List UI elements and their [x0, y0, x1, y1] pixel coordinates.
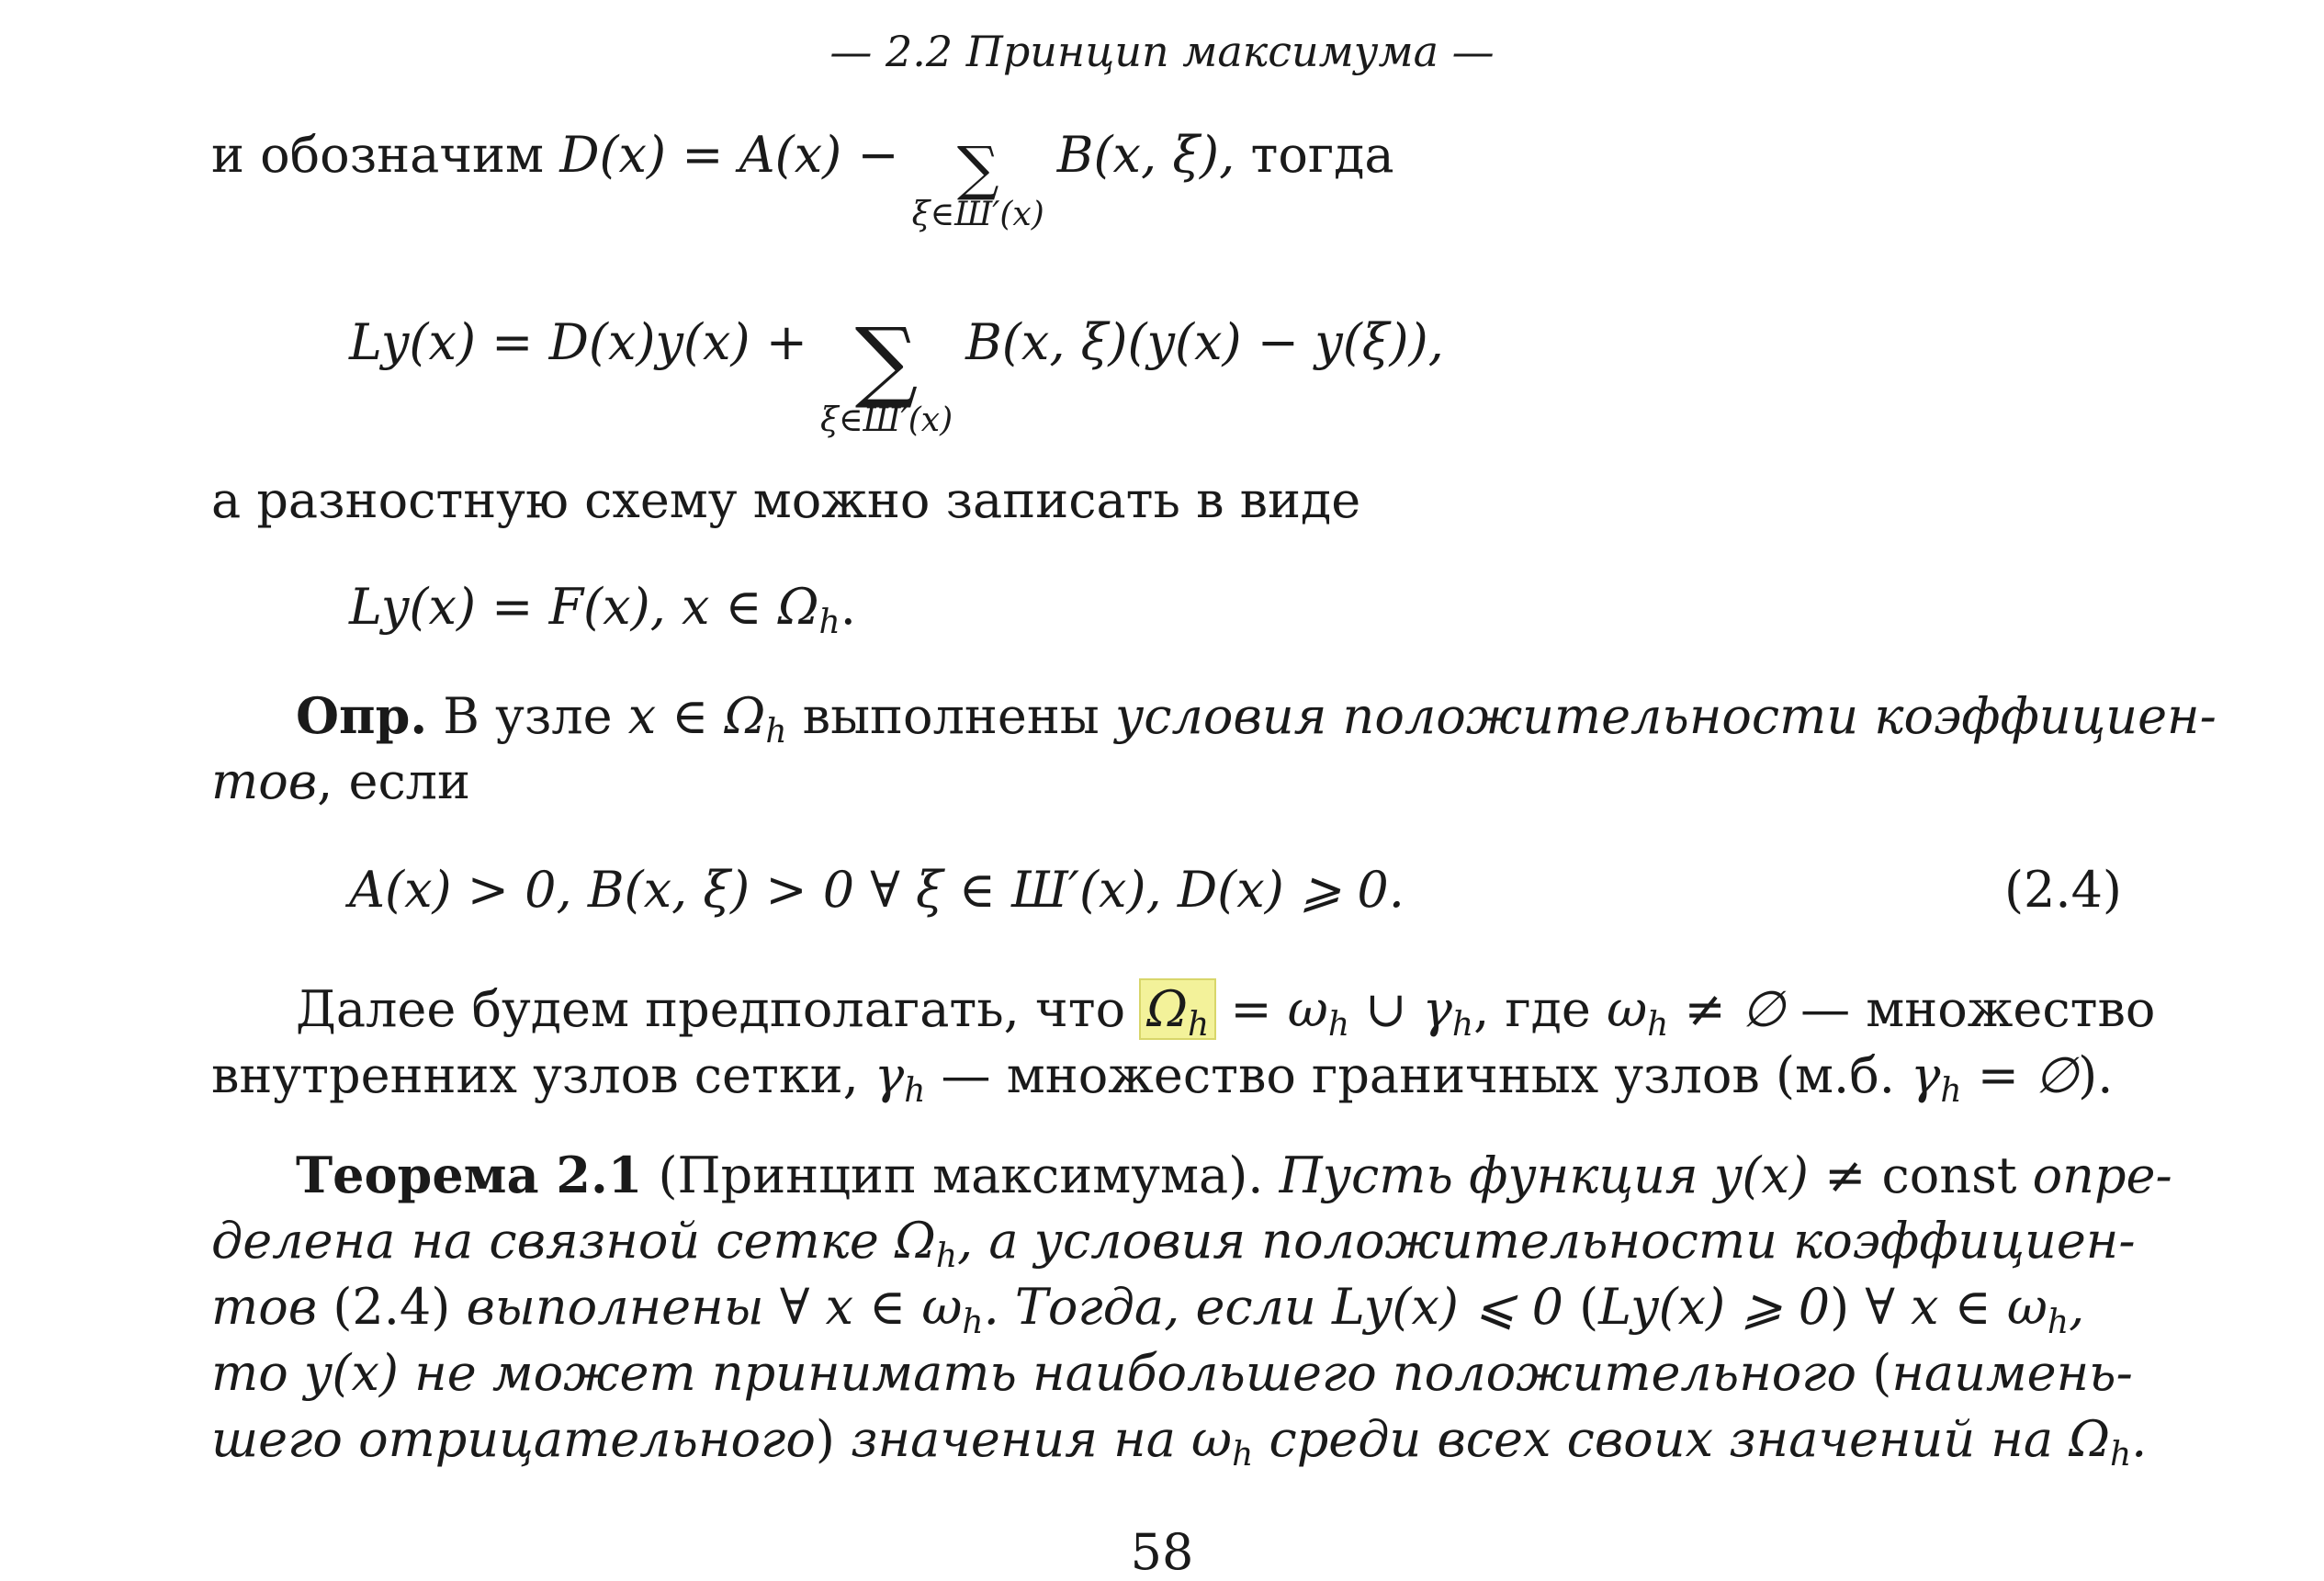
math-expression: D(x) = A(x) − — [559, 126, 899, 184]
paren: ( — [1579, 1278, 1599, 1336]
text: — множество — [1784, 980, 2156, 1038]
theorem-line-3 — [211, 1277, 2122, 1353]
equation-reference[interactable]: (2.4) — [333, 1278, 451, 1336]
text: ). — [2078, 1046, 2114, 1104]
text: внутренних узлов сетки, — [211, 1046, 874, 1104]
sum-operator — [911, 135, 1044, 233]
subscript: h — [2109, 1436, 2132, 1474]
text: выполнены — [786, 687, 1115, 745]
math-expression: A(x) > 0, B(x, ξ) > 0 ∀ ξ ∈ Ш′(x), D(x) ⩾ 0. — [349, 861, 1405, 919]
text: значения на ω — [834, 1410, 1233, 1468]
subscript: h — [935, 1237, 958, 1275]
subscript: h — [818, 604, 840, 641]
subscript: h — [1327, 1006, 1350, 1044]
math-expression: y(x) ≠ — [1713, 1146, 1882, 1204]
text: шего отрицательного — [211, 1410, 816, 1468]
sigma-symbol: ∑ — [956, 135, 999, 203]
definition-label: Опр. — [296, 686, 428, 745]
sum-operator — [819, 309, 953, 439]
subscript: h — [904, 1072, 926, 1110]
paren: ) — [815, 1410, 835, 1468]
math-const: const — [1881, 1146, 2017, 1204]
text: тогда — [1235, 126, 1394, 184]
text-line-scheme: а разностную схему можно записать в виде — [211, 471, 1361, 529]
theorem-line-5 — [211, 1409, 2148, 1485]
math-expression: γ — [874, 1046, 905, 1104]
text: , а условия положительности коэффициен- — [957, 1212, 2136, 1270]
math-expression: Ly(x) = D(x)y(x) + — [349, 313, 807, 371]
text: , — [2069, 1278, 2085, 1336]
math-expression: B(x, ξ)(y(x) − y(ξ)), — [965, 313, 1444, 371]
subscript: h — [765, 713, 787, 751]
theorem-line-4 — [211, 1343, 2133, 1404]
math-expression: γ — [1911, 1046, 1941, 1104]
paragraph-further-line-2 — [211, 1045, 2122, 1122]
text: выполнены ∀ x ∈ ω — [450, 1278, 963, 1336]
paren: ( — [1872, 1344, 1892, 1402]
sigma-symbol: ∑ — [854, 309, 919, 412]
text: , где — [1473, 980, 1608, 1038]
math-expression: B(x, ξ), — [1056, 126, 1235, 184]
sum-limit: ξ∈Ш′(x) — [911, 196, 1044, 233]
defined-term: условия положительности коэффициен- — [1114, 687, 2217, 745]
subscript: h — [962, 1304, 984, 1341]
theorem-title: (Принцип максимума). — [642, 1146, 1264, 1204]
running-head: — 2.2 Принцип максимума — — [829, 27, 1495, 76]
text: . Тогда, если Ly(x) ⩽ 0 — [983, 1278, 1580, 1336]
text: опре- — [2016, 1146, 2172, 1204]
equation-number: (2.4) — [2003, 861, 2122, 919]
math-expression: x ∈ Ω — [627, 687, 766, 745]
math-expression: = ω — [1214, 980, 1328, 1038]
math-symbol: Ω — [1146, 980, 1189, 1038]
math-expression: Ly(x) = F(x), x ∈ Ω — [349, 578, 819, 636]
defined-term: тов — [211, 752, 318, 810]
subscript: h — [1451, 1006, 1474, 1044]
subscript: h — [1188, 1006, 1210, 1044]
text: В узле — [427, 687, 628, 745]
text: Далее будем предполагать, что — [296, 980, 1142, 1038]
theorem-line-1 — [211, 1145, 2172, 1206]
math-expression: ≠ ∅ — [1668, 980, 1785, 1038]
definition-line-2 — [211, 751, 2122, 812]
equation-2-4 — [349, 860, 2122, 920]
subscript: h — [1940, 1072, 1962, 1110]
theorem-label: Теорема 2.1 — [296, 1146, 643, 1204]
text: ∀ x ∈ ω — [1849, 1278, 2048, 1336]
theorem-line-2 — [211, 1211, 2136, 1287]
paragraph-further-line-1 — [211, 979, 2156, 1056]
text: — множество граничных узлов (м.б. — [925, 1046, 1912, 1104]
subscript: h — [1647, 1006, 1669, 1044]
page-number: 58 — [1130, 1523, 1194, 1581]
sum-limit: ξ∈Ш′(x) — [819, 401, 953, 439]
text-line-notation — [211, 125, 2122, 232]
subscript: h — [1232, 1436, 1254, 1474]
math-expression: = ∅ — [1961, 1046, 2079, 1104]
text: среди всех своих значений на Ω — [1253, 1410, 2110, 1468]
highlighted-omega[interactable] — [1141, 980, 1214, 1044]
text: тов — [211, 1278, 333, 1336]
math-expression: ∪ γ — [1349, 980, 1452, 1038]
text: и обозначим — [211, 126, 560, 184]
equation-operator-L — [349, 309, 2260, 439]
text: Пусть функция — [1263, 1146, 1714, 1204]
punctuation: . — [840, 578, 856, 636]
text: Ly(x) ⩾ 0 — [1598, 1278, 1831, 1336]
text: то y(x) не может принимать наибольшего положительного — [211, 1344, 1873, 1402]
equation-scheme — [349, 577, 2260, 653]
text: наимень- — [1891, 1344, 2133, 1402]
text: . — [2131, 1410, 2148, 1468]
subscript: h — [2047, 1304, 2070, 1341]
text: делена на связной сетке Ω — [211, 1212, 936, 1270]
text: , если — [317, 752, 470, 810]
math-expression: ω — [1607, 980, 1648, 1038]
paren: ) — [1830, 1278, 1850, 1336]
